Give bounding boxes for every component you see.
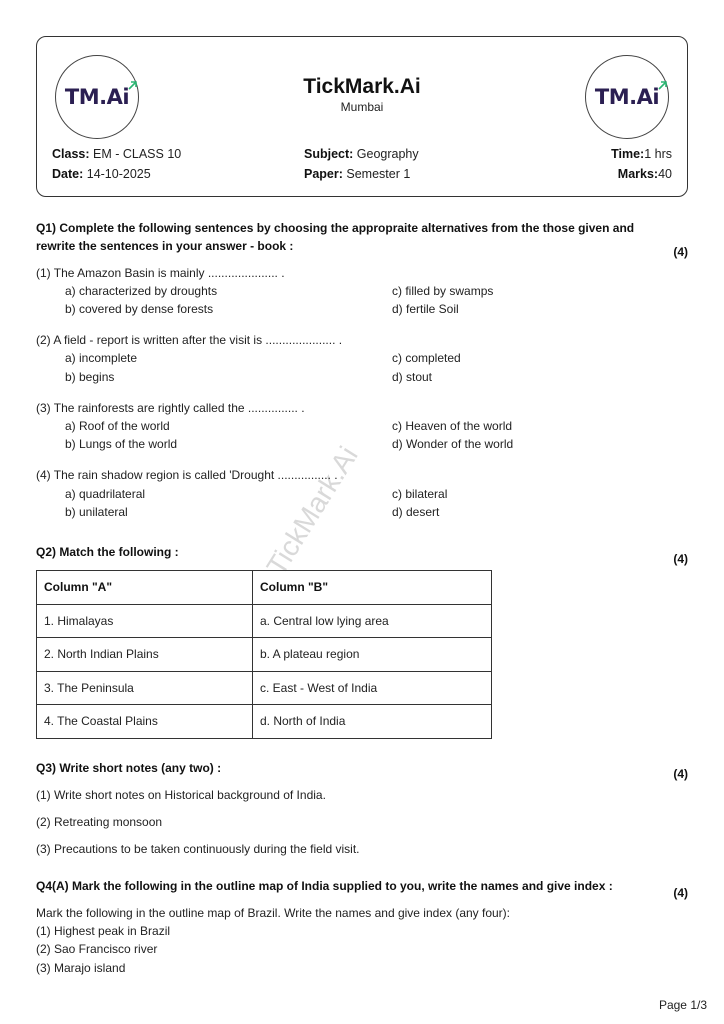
paper-info [304, 167, 410, 181]
q3-item-1: (1) Write short notes on Historical background of India. [36, 788, 326, 802]
table-row [37, 671, 492, 705]
column-a-cell: 1. Himalayas [37, 604, 253, 638]
time-value: 1 hrs [644, 147, 672, 161]
column-b-cell: d. North of India [253, 705, 492, 739]
q1-item-3-option-d: d) Wonder of the world [392, 437, 514, 451]
q1-item-3-stem: (3) The rainforests are rightly called the ............... . [36, 401, 305, 415]
date-value: 14-10-2025 [83, 167, 151, 181]
q4-intro: Mark the following in the outline map of Brazil. Write the names and give index (any four): [36, 906, 511, 920]
time-label: Time: [611, 147, 645, 161]
org-name: TickMark.Ai [303, 75, 421, 98]
match-table [36, 570, 492, 739]
q1-item-2-option-c: c) completed [392, 351, 461, 365]
q1-item-4-stem: (4) The rain shadow region is called 'Drought ................ . [36, 468, 338, 482]
class-label: Class: [52, 147, 90, 161]
q1-item-1-option-a: a) characterized by droughts [65, 284, 218, 298]
class-value: EM - CLASS 10 [89, 147, 182, 161]
q1-item-3-option-c: c) Heaven of the world [392, 419, 513, 433]
column-b-cell: c. East - West of India [253, 671, 492, 705]
q1-item-1-option-c: c) filled by swamps [392, 284, 494, 298]
q1-item-4-option-c: c) bilateral [392, 487, 448, 501]
q1-marks: (4) [673, 245, 688, 259]
q3-heading: Q3) Write short notes (any two) : [36, 761, 222, 775]
q4-heading: Q4(A) Mark the following in the outline map of India supplied to you, write the names and give index : [36, 879, 613, 893]
date-info [52, 167, 151, 181]
q1-item-1-stem: (1) The Amazon Basin is mainly ..................... . [36, 266, 285, 280]
org-city: Mumbai [340, 100, 384, 114]
q1-heading-line2: rewrite the sentences in your answer - book : [36, 239, 294, 253]
q1-heading-line1: Q1) Complete the following sentences by choosing the appropraite alternatives from the those given and [36, 221, 635, 235]
marks-label: Marks: [617, 167, 659, 181]
q2-marks: (4) [673, 552, 688, 566]
column-a-cell: 3. The Peninsula [37, 671, 253, 705]
q3-item-2: (2) Retreating monsoon [36, 815, 163, 829]
column-a-header: Column "A" [37, 571, 253, 605]
q1-item-3-option-b: b) Lungs of the world [65, 437, 178, 451]
subject-info [304, 147, 419, 161]
table-row [37, 705, 492, 739]
logo-text: TM.Ai [594, 85, 660, 109]
subject-value: Geography [353, 147, 419, 161]
q1-item-4-option-b: b) unilateral [65, 505, 128, 519]
q4-item-3: (3) Marajo island [36, 961, 126, 975]
time-info [611, 147, 672, 161]
q1-item-2-option-a: a) incomplete [65, 351, 138, 365]
q2-heading: Q2) Match the following : [36, 545, 179, 559]
paper-label: Paper: [304, 167, 343, 181]
q3-marks: (4) [673, 767, 688, 781]
date-label: Date: [52, 167, 84, 181]
column-b-cell: b. A plateau region [253, 638, 492, 672]
marks-value: 40 [658, 167, 672, 181]
q1-heading [36, 219, 666, 255]
page-number: Page 1/3 [658, 998, 707, 1012]
q1-item-2-option-d: d) stout [392, 370, 433, 384]
q4-item-1: (1) Highest peak in Brazil [36, 924, 171, 938]
q1-item-1-option-d: d) fertile Soil [392, 302, 459, 316]
column-a-cell: 2. North Indian Plains [37, 638, 253, 672]
class-info [52, 147, 181, 161]
watermark: TickMark.Ai [260, 440, 364, 581]
paper-value: Semester 1 [342, 167, 411, 181]
q1-item-2-stem: (2) A field - report is written after the visit is ..................... . [36, 333, 343, 347]
q1-item-2-option-b: b) begins [65, 370, 115, 384]
table-header-row [37, 571, 492, 605]
logo-text: TM.Ai [64, 85, 130, 109]
subject-label: Subject: [304, 147, 354, 161]
q1-item-4-option-a: a) quadrilateral [65, 487, 146, 501]
table-row [37, 604, 492, 638]
table-row [37, 638, 492, 672]
q3-item-3: (3) Precautions to be taken continuously during the field visit. [36, 842, 360, 856]
q4-item-2: (2) Sao Francisco river [36, 942, 158, 956]
q1-item-3-option-a: a) Roof of the world [65, 419, 170, 433]
column-b-cell: a. Central low lying area [253, 604, 492, 638]
marks-info [618, 167, 672, 181]
column-b-header: Column "B" [253, 571, 492, 605]
q1-item-1-option-b: b) covered by dense forests [65, 302, 214, 316]
q4-marks: (4) [673, 886, 688, 900]
q1-item-4-option-d: d) desert [392, 505, 440, 519]
column-a-cell: 4. The Coastal Plains [37, 705, 253, 739]
